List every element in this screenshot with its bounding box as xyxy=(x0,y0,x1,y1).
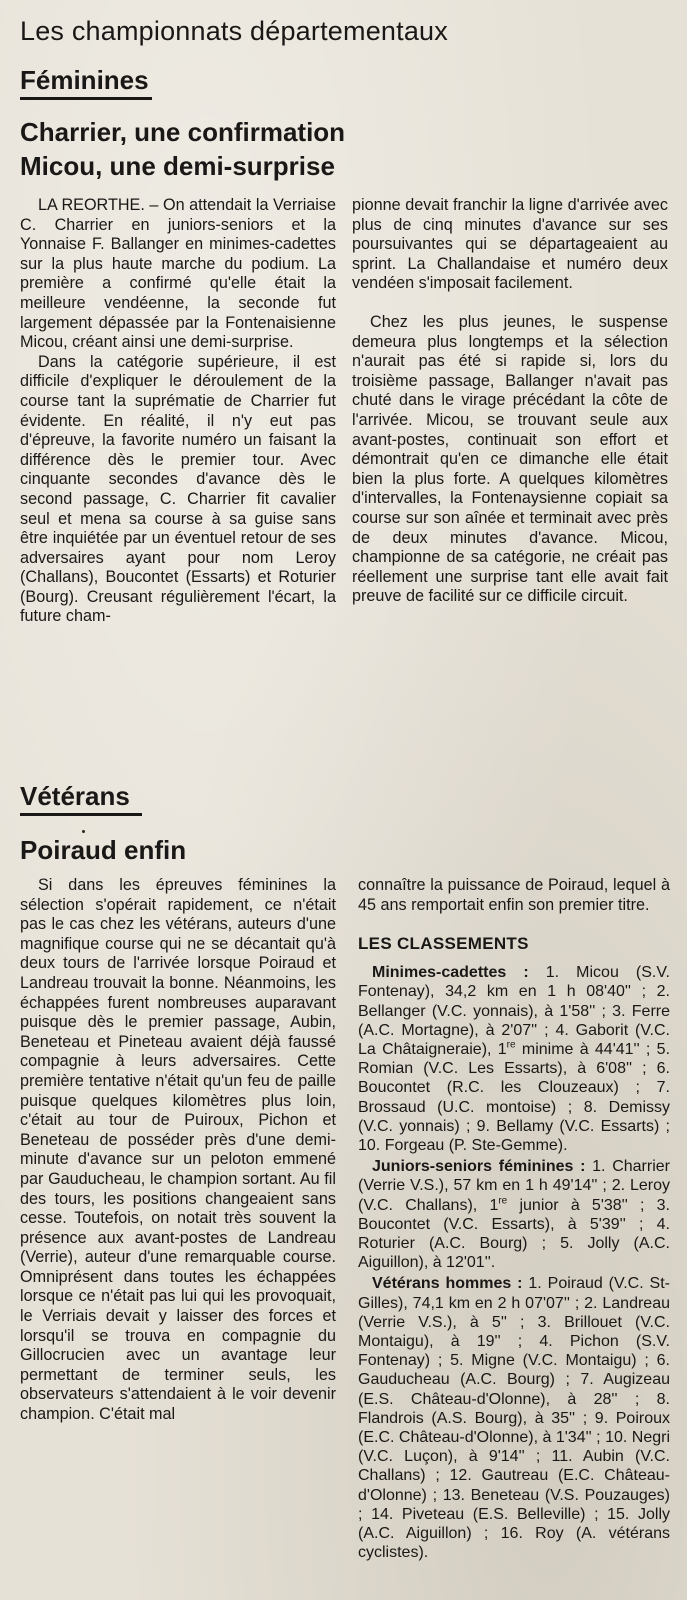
results-text: 1. Poiraud (V.C. St-Gilles), 74,1 km en 2 h 07'07'' ; 2. Landreau (Verrie V.S.), à 5'' ; 3. Brillouet (V.C. Montaigu), à 19'' ; 4. Pichon (S.V. Fontenay) ; 5. Migne (V.C. Montaigu) ; 6. Gauducheau (A.C. Bourg) ; 7. Augizeau (E.S. Château-d'Olonne), à 28'' ; 8. Flandrois (A.S. Bourg), à 35'' ; 9. Poiroux (E.C. Château-d'Olonne), à 1'34'' ; 10. Negri (V.C. Luçon), à 9'14'' ; 11. Aubin (V.C. Challans) ; 12. Gautreau (E.C. Château-d'Olonne) ; 13. Beneteau (V.S. Pouzauges) ; 14. Piveteau (E.S. Belleville) ; 15. Jolly (A.C. Aiguillon) ; 16. Roy (A. vétérans cyclistes). xyxy=(358,1275,671,1562)
results-entry xyxy=(358,963,670,1155)
paragraph: Si dans les épreuves féminines la sélection s'opérait rapidement, ce n'était pas le cas chez les vétérans, auteurs d'une magnifique course qui ne se décantait qu'à deux tours de l'arrivée lorsque Poiraud et Landreau trouvait la bonne. Néanmoins, les échappées furent nombreuses auparavant puisque dès le premier passage, Aubin, Beneteau et Pineteau avaient déjà faussé compagnie à leurs adversaires. Cette première tentative n'était qu'un feu de paille puisque quelques kilomètres plus loin, c'était au tour de Puiroux, Pichon et Beneteau de posséder près d'une demi-minute d'avance sur un peloton emmené par Gauducheau, le champion sortant. Au fil des tours, les positions changeaient sans cesse. Toutefois, on notait très souvent la présence aux avant-postes de Landreau (Verrie), auteur d'une remarquable course. Omniprésent dans toutes les échappées lorsque ce n'était pas lui qui les provoquait, le Verriais devait y laisser des forces et lorsqu'il se trouva en compagnie du Gillocrucien avec un avantage leur permettant de terminer seuls, les observateurs s'attendaient à le voir devenir champion. C'était mal xyxy=(20,876,336,1424)
paragraph: connaître la puissance de Poiraud, lequel à 45 ans remportait enfin son premier titre. xyxy=(358,876,670,914)
results-category: Minimes-cadettes : xyxy=(372,964,529,982)
results-entry xyxy=(358,1157,670,1272)
rubric-underline xyxy=(20,97,152,100)
section-kicker: Les championnats départementaux xyxy=(20,16,448,46)
paragraph: LA REORTHE. – On attendait la Verriaise C. Charrier en juniors-seniors et la Yonnaise F. Ballanger en minimes-cadettes sur la plus haute marche du podium. La première a confirmé qu'elle était la meilleure vendéenne, la seconde fut largement dépassée par la Fontenaisienne Micou, créant ainsi une demi-surprise. xyxy=(20,196,336,352)
paragraph: pionne devait franchir la ligne d'arrivée avec plus de cinq minutes d'avance sur ses poursuivantes qui se départageaient au sprint. La Challandaise et numéro deux vendéen s'imposait facilement. xyxy=(352,196,668,293)
paragraph: Dans la catégorie supérieure, il est difficile d'expliquer le déroulement de la course tant la suprématie de Charrier fut évidente. En réalité, il n'y eut pas d'épreuve, la favorite numéro un faisant la différence dès le premier tour. Avec cinquante secondes d'avance dès le second passage, C. Charrier fit cavalier seul et mena sa course à sa guise sans être inquiétée par un éventuel retour de ses adversaires ayant pour nom Leroy (Challans), Boucontet (Essarts) et Roturier (Bourg). Creusant régulièrement l'écart, la future cham- xyxy=(20,352,336,626)
headline-feminines-2: Micou, une demi-surprise xyxy=(20,151,335,181)
results-text: junior à 5'38'' ; 3. Boucontet (V.C. Essarts), à 5'39'' ; 4. Roturier (A.C. Bourg) ; 5. Jolly (A.C. Aiguillon), à 12'01''. xyxy=(358,1196,671,1272)
rubric-feminines xyxy=(20,64,149,96)
ordinal-sup: re xyxy=(498,1195,508,1207)
article-veterans-col-right xyxy=(358,876,670,1562)
rubric-underline xyxy=(20,813,142,816)
results-title: LES CLASSEMENTS xyxy=(358,934,529,954)
results-list xyxy=(358,963,670,1562)
results-category: Juniors-seniors féminines : xyxy=(372,1158,586,1176)
paragraph: Chez les plus jeunes, le suspense demeura plus longtemps et la sélection n'aurait pas été si rapide si, lors du troisième passage, Ballanger n'avait pas chuté dans le virage précédant la côte de l'arrivée. Micou, se trouvant seule aux avant-postes, continuait son effort et démontrait qu'en ce dimanche elle était bien la plus forte. A quelques kilomètres d'intervalles, la Fontenaysienne copiait sa course sur son aînée et terminait avec près de deux minutes d'avance. Micou, championne de sa catégorie, ne créait pas réellement une surprise tant elle avait fait preuve de facilité sur ce difficile circuit. xyxy=(352,312,668,606)
rubric-feminines-label: Féminines xyxy=(20,65,149,95)
article-veterans-col-left xyxy=(20,876,336,1425)
print-speck xyxy=(82,830,85,833)
results-entry xyxy=(358,1274,670,1562)
rubric-veterans xyxy=(20,780,130,812)
headline-veterans: Poiraud enfin xyxy=(20,835,187,865)
article-feminines-col-left xyxy=(20,196,336,627)
results-category: Vétérans hommes : xyxy=(372,1275,523,1293)
results-text: 1. Micou (S.V. Fontenay), 34,2 km en 1 h 08'40'' ; 2. Bellanger (V.C. yonnais), à 1'58'' ; 3. Ferre (A.C. Mortagne), à 2'07'' ; 4. Gaborit (V.C. La Châtaigneraie), 1 xyxy=(358,964,670,1058)
article-feminines-col-right xyxy=(352,196,668,607)
headline-feminines-1: Charrier, une confirmation xyxy=(20,117,346,147)
rubric-veterans-label: Vétérans xyxy=(20,781,130,811)
results-text: minime à 44'41'' ; 5. Romian (V.C. Les Essarts), à 6'08'' ; 6. Boucontet (R.C. les Clouzeaux) ; 7. Brossaud (U.C. montoise) ; 8. Demissy (V.C. yonnais) ; 9. Bellamy (V.C. Essarts) ; 10. Forgeau (P. Ste-Gemme). xyxy=(358,1041,671,1155)
ordinal-sup: re xyxy=(506,1039,516,1051)
results-text: 1. Charrier (Verrie V.S.), 57 km en 1 h 49'14'' ; 2. Leroy (V.C. Challans), 1 xyxy=(358,1158,670,1214)
